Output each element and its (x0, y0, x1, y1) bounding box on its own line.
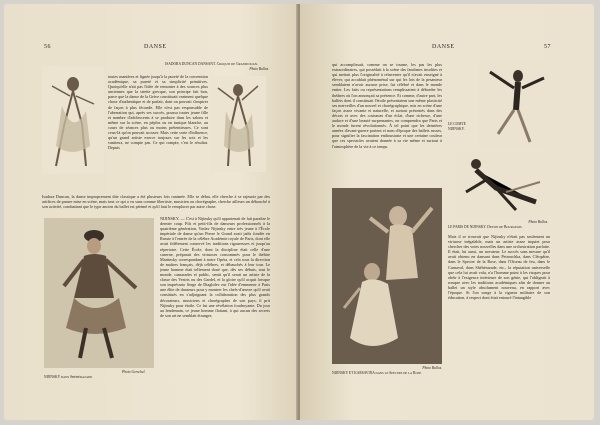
paris-de-nijinsky-sketch (456, 152, 548, 218)
right-top-text: qui accomplissait, comme on se tourne, les pas les plus extraordinaires, qui possédait à la scène des fantômes insolites et qui mettait plus l'originalité à réinventer qu'il n'avait enseigné à élever, qui accablait phénoménal sur qui les lois de la pesanteur semblaient n'avoir aucune prise, fut célébré et dans le monde entier. Les faits ou représentations remplissaient à déborder les théâtres où l'on annonçait sa présence. Et comme, d'autre part, les ballets dont il constituait l'étoile présentaient une même plasticité ses merveilles d'un nouvel et chorégraphique, mis en scène d'une façon assez vivante et naturelle, et surtout présentés dans des décors et avec des costumes d'un éclat, d'une richesse, d'une audace et d'une beauté surprenantes, on comprendra que Paris et le monde furent révolutionnés. À tel point que les dernières années d'avant-guerre portent et nom d'époque des ballets russes, pour signifier la fascination enthousiaste et une certaine couleur que ces spectacles avaient donnée à sa vie même et surtout à l'atmosphère de la vie à ce temps. (332, 62, 442, 149)
caption-duncan-credit: Photo Bulloz. (249, 67, 269, 71)
caption-spectre: NIJINSKY ET KARSAVINA dans le Spectre de la Rose. (332, 371, 423, 375)
nijinsky-scheherazade-photo (44, 218, 154, 368)
left-full-text: Isadora Duncan, la danse improprement dite classique a été plusieurs fois ranimée. Elle se débat, elle cherche à se rajeunir par des artifices de parure mise en scène, mais tout ce qui a vu sans comme libertiste, musicien ou chorégraphe, cherche ailleurs un débouché à son activité, combattant que le type ancien du ballet est périmé et qu'il faut le remplacer par autre chose. (42, 194, 270, 210)
right-page (300, 4, 594, 420)
caption-comte-2: NIJINSKY. (448, 127, 465, 131)
running-head: DANSE (432, 44, 455, 50)
left-col2-text: NIJINSKY. — C'est à Nijinsky qu'il appartenait de fait paraître le dernier coup. Fils et petit-fils de danseurs professionnels à la quatrième génération, Vaslav Nijinsky entre très jeune à l'École impériale de danse qu'un Pierre le Grand avait jadis fondée en Russie à l'entrée de la célèbre Académie royale de Paris, dont elle avait fidèlement conservé les traditions rigoureuses et jusqu'au répertoire. Cette École, dont la discipline était celle d'une caserne, préparait des virtuoses consommés pour le théâtre Mariinsky correspondant à notre Opéra, et cela sous la direction de maîtres français, déjà célèbres, et débauchés à leur tour. Le jeune homme était tellement doué que, dès ses débuts, tout le monde, camarades et public, sentit qu'il serait un artiste de la classe des Vestris ou des Gardel, et la gloire qu'il acquit lorsque son imprésario Serge de Diaghilev eut l'idée d'emmener à Paris une élite de danseurs pour y montrer les chefs-d'œuvre qu'il avait constitués en s'adjoignant la collaboration des plus grands décorateurs, musiciens et chorégraphes de son pays, il prit Nijinsky pour étoile. Ce fut une révélation foudroyante. Du jour au lendemain, ce jeune homme flottant, à qui aucun des secrets de son art ne semblait étranger, (160, 216, 270, 318)
left-col1-text: toutes manières et lignée jusqu'à la pureté de la convention académique, sa pureté et sa simplicité primitives. Quoiqu'elle n'ait pas l'idée de remonter à des sources plus anciennes que la strette grecque, son principe fait bon, parce que la danse de la Grèce constituait vraiment quelque chose d'authentique et de parfait, dont on pouvait s'inspirer de façon à plus féconde. Elle n'est pas responsable de l'aberration qui, après ses succès, poussa toutes jeune fille et nombre d'adolescents à se produire dans les salons et même sur la scène, en péplos ou en tunique blanche, au cours de séances plus ou moins prétentieuses. Ce sont ceux-là qu'on pouvait accuser. Mais cette sorte d'influence, qu'un grand artiste exerce toujours sur les sots et les vaniteux, ne compte pas. Ce qui compte, c'est le résultat. Depuis (108, 74, 208, 151)
caption-comte-1: LE COMTE (448, 122, 466, 126)
caption-paris: LE PARIS DE NIJINSKY. Dessin de Bourgeois. (448, 225, 523, 229)
left-page (4, 4, 298, 420)
spectre-de-la-rose-photo (332, 188, 442, 364)
duncan-sketch-right (210, 76, 266, 172)
caption-duncan: ISADORA DUNCAN DANSANT. Croquis de Grandjouan. (165, 62, 258, 66)
page-number: 57 (544, 44, 551, 50)
running-head: DANSE (144, 44, 167, 50)
nijinsky-leaping-photo (478, 60, 550, 148)
caption-scheherazade: NIJINSKY dans Shéhérazade. (44, 375, 94, 379)
duncan-sketch-left (42, 66, 104, 174)
caption-paris-credit: Photo Bulloz. (528, 220, 548, 224)
book-spread (4, 4, 594, 420)
caption-spectre-credit: Photo Bulloz. (422, 366, 442, 370)
right-bottom-text: Mais il se trouvait que Nijinsky n'était pas seulement un virtuose inégalable, mais un artiste assez inquiet pour chercher des voies nouvelles dans une orchestration parfaite. Il était, lui aussi, un novateur. Le succès sans mesure qu'il avait obtenu en dansant dans Petrouchka, dans Cléopâtre, dans le Spectre de la Rose, dans l'Oiseau de feu, dans le Carnaval, dans Shéhérazade, etc., la réputation universelle que cela lui avait valu, n'a l'homme point à les risques pour obéir à l'exigence intérieure de son génie, qui l'obligeait à rompre avec les traditions académiques afin de donner au ballet un style absolument nouveau, en rapport avec l'époque. Si l'on songe à la rigueur militaire de son éducation, à respect dont était entouré l'intangible (448, 234, 550, 301)
caption-scheherazade-credit: Photo Gerschel. (122, 370, 146, 374)
page-number: 56 (44, 44, 51, 50)
